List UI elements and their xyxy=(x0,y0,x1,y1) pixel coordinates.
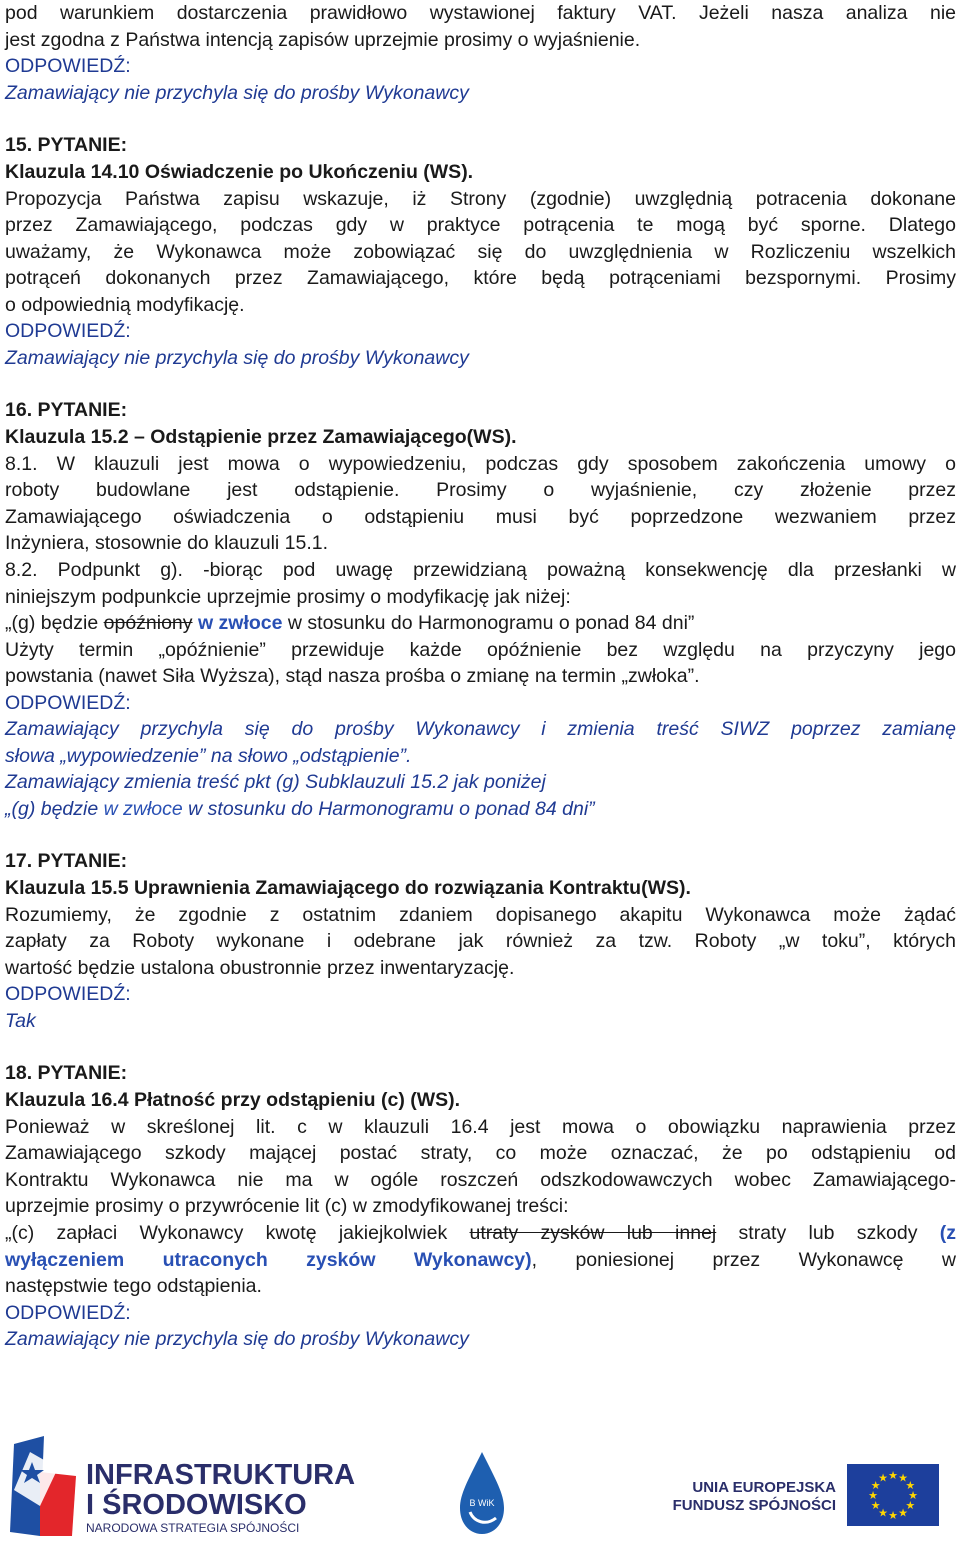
answer-heading: ODPOWIEDŹ: xyxy=(5,983,131,1005)
footer-logos xyxy=(0,1432,960,1544)
text-line: Propozycja Państwa zapisu wskazuje, iż Strony (zgodnie) uwzględnią potracenia dokonane xyxy=(5,188,956,210)
text-segment: „(c) zapłaci Wykonawcy kwotę jakiejkolwiek xyxy=(5,1222,470,1244)
text-line xyxy=(5,610,956,637)
text-line xyxy=(5,1220,956,1247)
text-line: Rozumiemy, że zgodnie z ostatnim zdaniem dopisanego akapitu Wykonawca może żądać xyxy=(5,904,956,926)
text-line: następstwie tego odstąpienia. xyxy=(5,1275,262,1297)
star-icon: ★ xyxy=(888,1509,898,1522)
text-segment: „(g) będzie xyxy=(5,798,104,820)
answer-text: Zamawiający nie przychyla się do prośby Wykonawcy xyxy=(5,82,469,104)
struck-text: utraty zysków lub innej xyxy=(469,1222,717,1244)
highlighted-text: wyłączeniem utraconych zysków Wykonawcy) xyxy=(5,1249,532,1271)
logo-text: UNIA EUROPEJSKA xyxy=(692,1479,836,1496)
text-line: Kontraktu Wykonawca nie ma w ogóle roszczeń odszkodowawczych wobec Zamawiającego- xyxy=(5,1169,956,1191)
logo-text: INFRASTRUKTURA xyxy=(86,1459,356,1491)
bwik-logo xyxy=(460,1452,504,1534)
text-line: uprzejmie prosimy o przywrócenie lit (c) w zmodyfikowanej treści: xyxy=(5,1195,569,1217)
eu-logo xyxy=(673,1464,939,1526)
text-line: jest zgodna z Państwa intencją zapisów uprzejmie prosimy o wyjaśnienie. xyxy=(5,29,641,51)
answer-text: Zamawiający zmienia treść pkt (g) Subklauzuli 15.2 jak poniżej xyxy=(5,771,546,793)
text-line: roboty budowlane jest odstąpienie. Prosimy o wyjaśnienie, czy złożenie przez xyxy=(5,479,956,501)
answer-heading: ODPOWIEDŹ: xyxy=(5,55,131,77)
question-heading: 16. PYTANIE: xyxy=(5,399,128,421)
logo-strip xyxy=(0,1432,960,1544)
star-icon: ★ xyxy=(908,1489,918,1502)
clause-heading: Klauzula 15.5 Uprawnienia Zamawiającego do rozwiązania Kontraktu(WS). xyxy=(5,877,691,899)
star-icon: ★ xyxy=(905,1479,916,1492)
logo-text: FUNDUSZ SPÓJNOŚCI xyxy=(672,1497,836,1514)
highlighted-text: (z xyxy=(939,1222,957,1244)
clause-heading: Klauzula 16.4 Płatność przy odstąpieniu (c) (WS). xyxy=(5,1089,461,1111)
logo-text: NARODOWA STRATEGIA SPÓJNOŚCI xyxy=(86,1521,300,1535)
star-icon: ★ xyxy=(905,1499,916,1512)
text-line: przez Zamawiającego, podczas gdy w praktyce potrącenia te mogą być sporne. Dlatego xyxy=(5,214,956,236)
star-icon: ★ xyxy=(878,1506,888,1520)
question-heading: 17. PYTANIE: xyxy=(5,850,128,872)
text-line: o odpowiednią modyfikację. xyxy=(5,294,245,316)
infrastruktura-logo xyxy=(10,1436,355,1536)
answer-text: Zamawiający nie przychyla się do prośby Wykonawcy xyxy=(5,347,469,369)
star-icon: ★ xyxy=(868,1489,878,1502)
text-line: Ponieważ w skreślonej lit. c w klauzuli 16.4 jest mowa o obowiązku naprawienia przez xyxy=(5,1116,956,1138)
text-line: potrąceń dokonanych przez Zamawiającego, które będą potrąceniami bezspornymi. Prosimy xyxy=(5,267,956,289)
star-icon: ★ xyxy=(888,1469,898,1482)
highlighted-text: w zwłoce xyxy=(192,612,283,634)
text-line: 8.2. Podpunkt g). -biorąc pod uwagę przewidzianą poważną konsekwencję dla przesłanki w xyxy=(5,559,956,581)
text-line: wartość będzie ustalona obustronnie przez inwentaryzację. xyxy=(5,957,515,979)
struck-text: opóźniony xyxy=(103,612,193,634)
text-line: powstania (nawet Siła Wyższa), stąd nasza prośba o zmianę na termin „zwłoka”. xyxy=(5,665,700,687)
clause-heading: Klauzula 14.10 Oświadczenie po Ukończeniu (WS). xyxy=(5,161,474,183)
text-segment: w stosunku do Harmonogramu o ponad 84 dni” xyxy=(182,798,595,820)
text-line: 8.1. W klauzuli jest mowa o wypowiedzeniu, podczas gdy sposobem zakończenia umowy o xyxy=(5,453,956,475)
answer-heading: ODPOWIEDŹ: xyxy=(5,692,131,714)
text-line: uważamy, że Wykonawca może zobowiązać się do uwzględnienia w Rozliczeniu wszelkich xyxy=(5,241,956,263)
answer-text: Tak xyxy=(5,1010,36,1032)
answer-heading: ODPOWIEDŹ: xyxy=(5,320,131,342)
star-icon: ★ xyxy=(898,1471,908,1485)
question-heading: 18. PYTANIE: xyxy=(5,1062,128,1084)
text-line: Zamawiającego szkody mającej postać straty, co może oznaczać, że po odstąpieniu od xyxy=(5,1142,956,1164)
star-icon: ★ xyxy=(870,1499,881,1512)
text-segment: straty lub szkody xyxy=(716,1222,940,1244)
answer-text: Zamawiający nie przychyla się do prośby Wykonawcy xyxy=(5,1328,469,1350)
text-line: Zamawiającego oświadczenia o odstąpieniu musi być poprzedzone wezwaniem przez xyxy=(5,506,956,528)
logo-text: B WiK xyxy=(469,1498,495,1508)
text-line: Inżyniera, stosownie do klauzuli 15.1. xyxy=(5,532,329,554)
clause-heading: Klauzula 15.2 – Odstąpienie przez Zamawiającego(WS). xyxy=(5,426,517,448)
text-segment: „(g) będzie xyxy=(5,612,104,634)
star-icon: ★ xyxy=(898,1506,908,1520)
text-line: zapłaty za Roboty wykonane i odebrane jak również za tzw. Roboty „w toku”, których xyxy=(5,930,956,952)
text-segment: , poniesionej przez Wykonawcę w xyxy=(531,1249,956,1271)
question-heading: 15. PYTANIE: xyxy=(5,134,128,156)
text-line: Użyty termin „opóźnienie” przewiduje każde opóźnienie bez względu na przyczyny jego xyxy=(5,639,956,661)
answer-text: słowa „wypowiedzenie” na słowo „odstąpienie”. xyxy=(5,745,412,767)
answer-text: Zamawiający przychyla się do prośby Wykonawcy i zmienia treść SIWZ poprzez zamianę xyxy=(5,718,956,740)
star-icon: ★ xyxy=(878,1471,888,1485)
star-icon: ★ xyxy=(870,1479,881,1492)
text-line xyxy=(5,1247,956,1274)
answer-heading: ODPOWIEDŹ: xyxy=(5,1302,131,1324)
text-line: niniejszym podpunkcie uprzejmie prosimy o modyfikację jak niżej: xyxy=(5,586,571,608)
text-line: pod warunkiem dostarczenia prawidłowo wystawionej faktury VAT. Jeżeli nasza analiza nie xyxy=(5,2,956,24)
answer-text xyxy=(5,796,956,823)
text-segment: w stosunku do Harmonogramu o ponad 84 dni” xyxy=(282,612,695,634)
logo-text: I ŚRODOWISKO xyxy=(86,1489,307,1521)
highlighted-text: w zwłoce xyxy=(103,798,183,820)
